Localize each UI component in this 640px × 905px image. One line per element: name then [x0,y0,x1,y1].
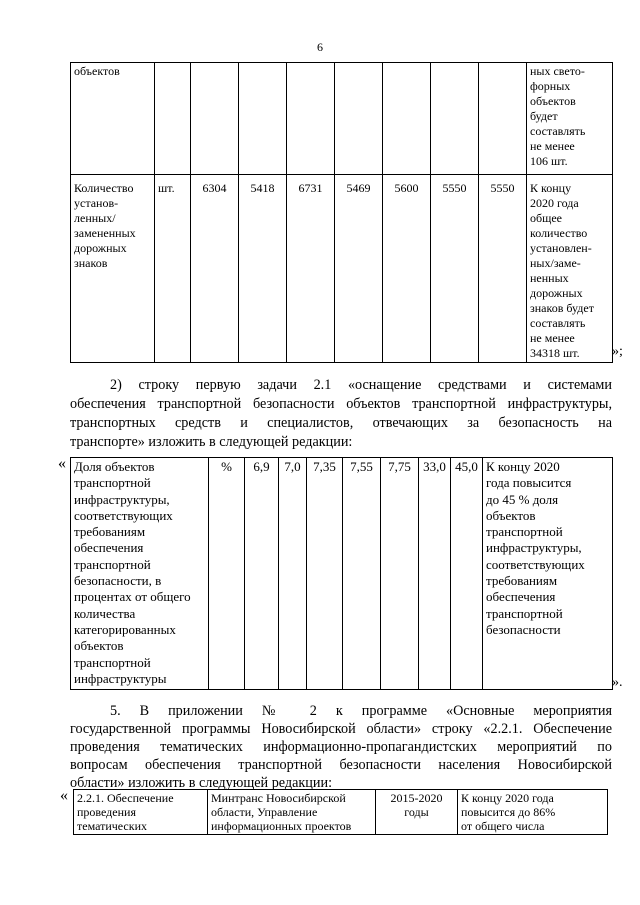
note-cell: ных свето- форных объектов будет составлять не менее 106 шт. [527,63,613,175]
closing-quote-mark: ». [612,675,623,690]
value-cell: 5550 [431,175,479,363]
measure-name: 2.2.1. Обеспечение проведения тематических [74,790,208,835]
value-cell [479,63,527,175]
amendment-paragraph-2: 2) строку первую задачи 2.1 «оснащение средствами и системами обеспечения транспортной безопасности объектов транспортной инфраструктуры, транспортных средств и специалистов, отвечающих за безопасность на транспорте» изложить в следующей редакции: [70,377,612,450]
indicators-table-continued [70,62,613,363]
value-cell [383,63,431,175]
note-cell: К концу 2020 года повысится до 45 % доля объектов транспортной инфраструктуры, соответствующих требованиям обеспечения транспортной безопасности [483,458,613,690]
unit-cell: % [209,458,245,690]
value-cell [191,63,239,175]
value-cell: 6731 [287,175,335,363]
value-cell: 33,0 [419,458,451,690]
opening-quote-mark: « [58,455,66,472]
page-number: 6 [317,40,323,54]
period-cell: 2015-2020 годы [376,790,458,835]
table-row [71,458,613,690]
value-cell: 7,55 [343,458,381,690]
table-row [71,175,613,363]
value-cell: 5600 [383,175,431,363]
value-cell: 5550 [479,175,527,363]
responsible-party: Минтранс Новосибирской области, Управление информационных проектов [208,790,376,835]
measures-table [73,789,608,835]
table-row [71,63,613,175]
transport-safety-indicator-table [70,457,613,690]
expected-result: К концу 2020 года повысится до 86% от общего числа [458,790,608,835]
value-cell [239,63,287,175]
indicator-name: Количество установ- ленных/ замененных дорожных знаков [71,175,155,363]
opening-quote-mark: « [60,787,68,804]
indicator-name: Доля объектов транспортной инфраструктуры, соответствующих требованиям обеспечения транспортной безопасности, в процентах от общего количества категорированных объектов транспортной инфраструктуры [71,458,209,690]
unit-cell: шт. [155,175,191,363]
value-cell: 45,0 [451,458,483,690]
table-row [74,790,608,835]
unit-cell [155,63,191,175]
value-cell: 6,9 [245,458,279,690]
value-cell: 6304 [191,175,239,363]
note-cell: К концу 2020 года общее количество установлен- ных/заме- ненных дорожных знаков будет составлять не менее 34318 шт. [527,175,613,363]
value-cell: 5418 [239,175,287,363]
value-cell: 7,75 [381,458,419,690]
indicator-name: объектов [71,63,155,175]
value-cell: 5469 [335,175,383,363]
value-cell [431,63,479,175]
value-cell [287,63,335,175]
value-cell: 7,0 [279,458,307,690]
value-cell: 7,35 [307,458,343,690]
closing-quote-mark: »; [612,344,623,359]
amendment-paragraph-5: 5. В приложении № 2 к программе «Основные мероприятия государственной программы Новосибирской области» строку «2.2.1. Обеспечение проведения тематических информационно-пропагандистских мероприятий по вопросам обеспечения транспортной безопасности населения Новосибирской области» изложить в следующей редакции: [70,703,612,791]
value-cell [335,63,383,175]
